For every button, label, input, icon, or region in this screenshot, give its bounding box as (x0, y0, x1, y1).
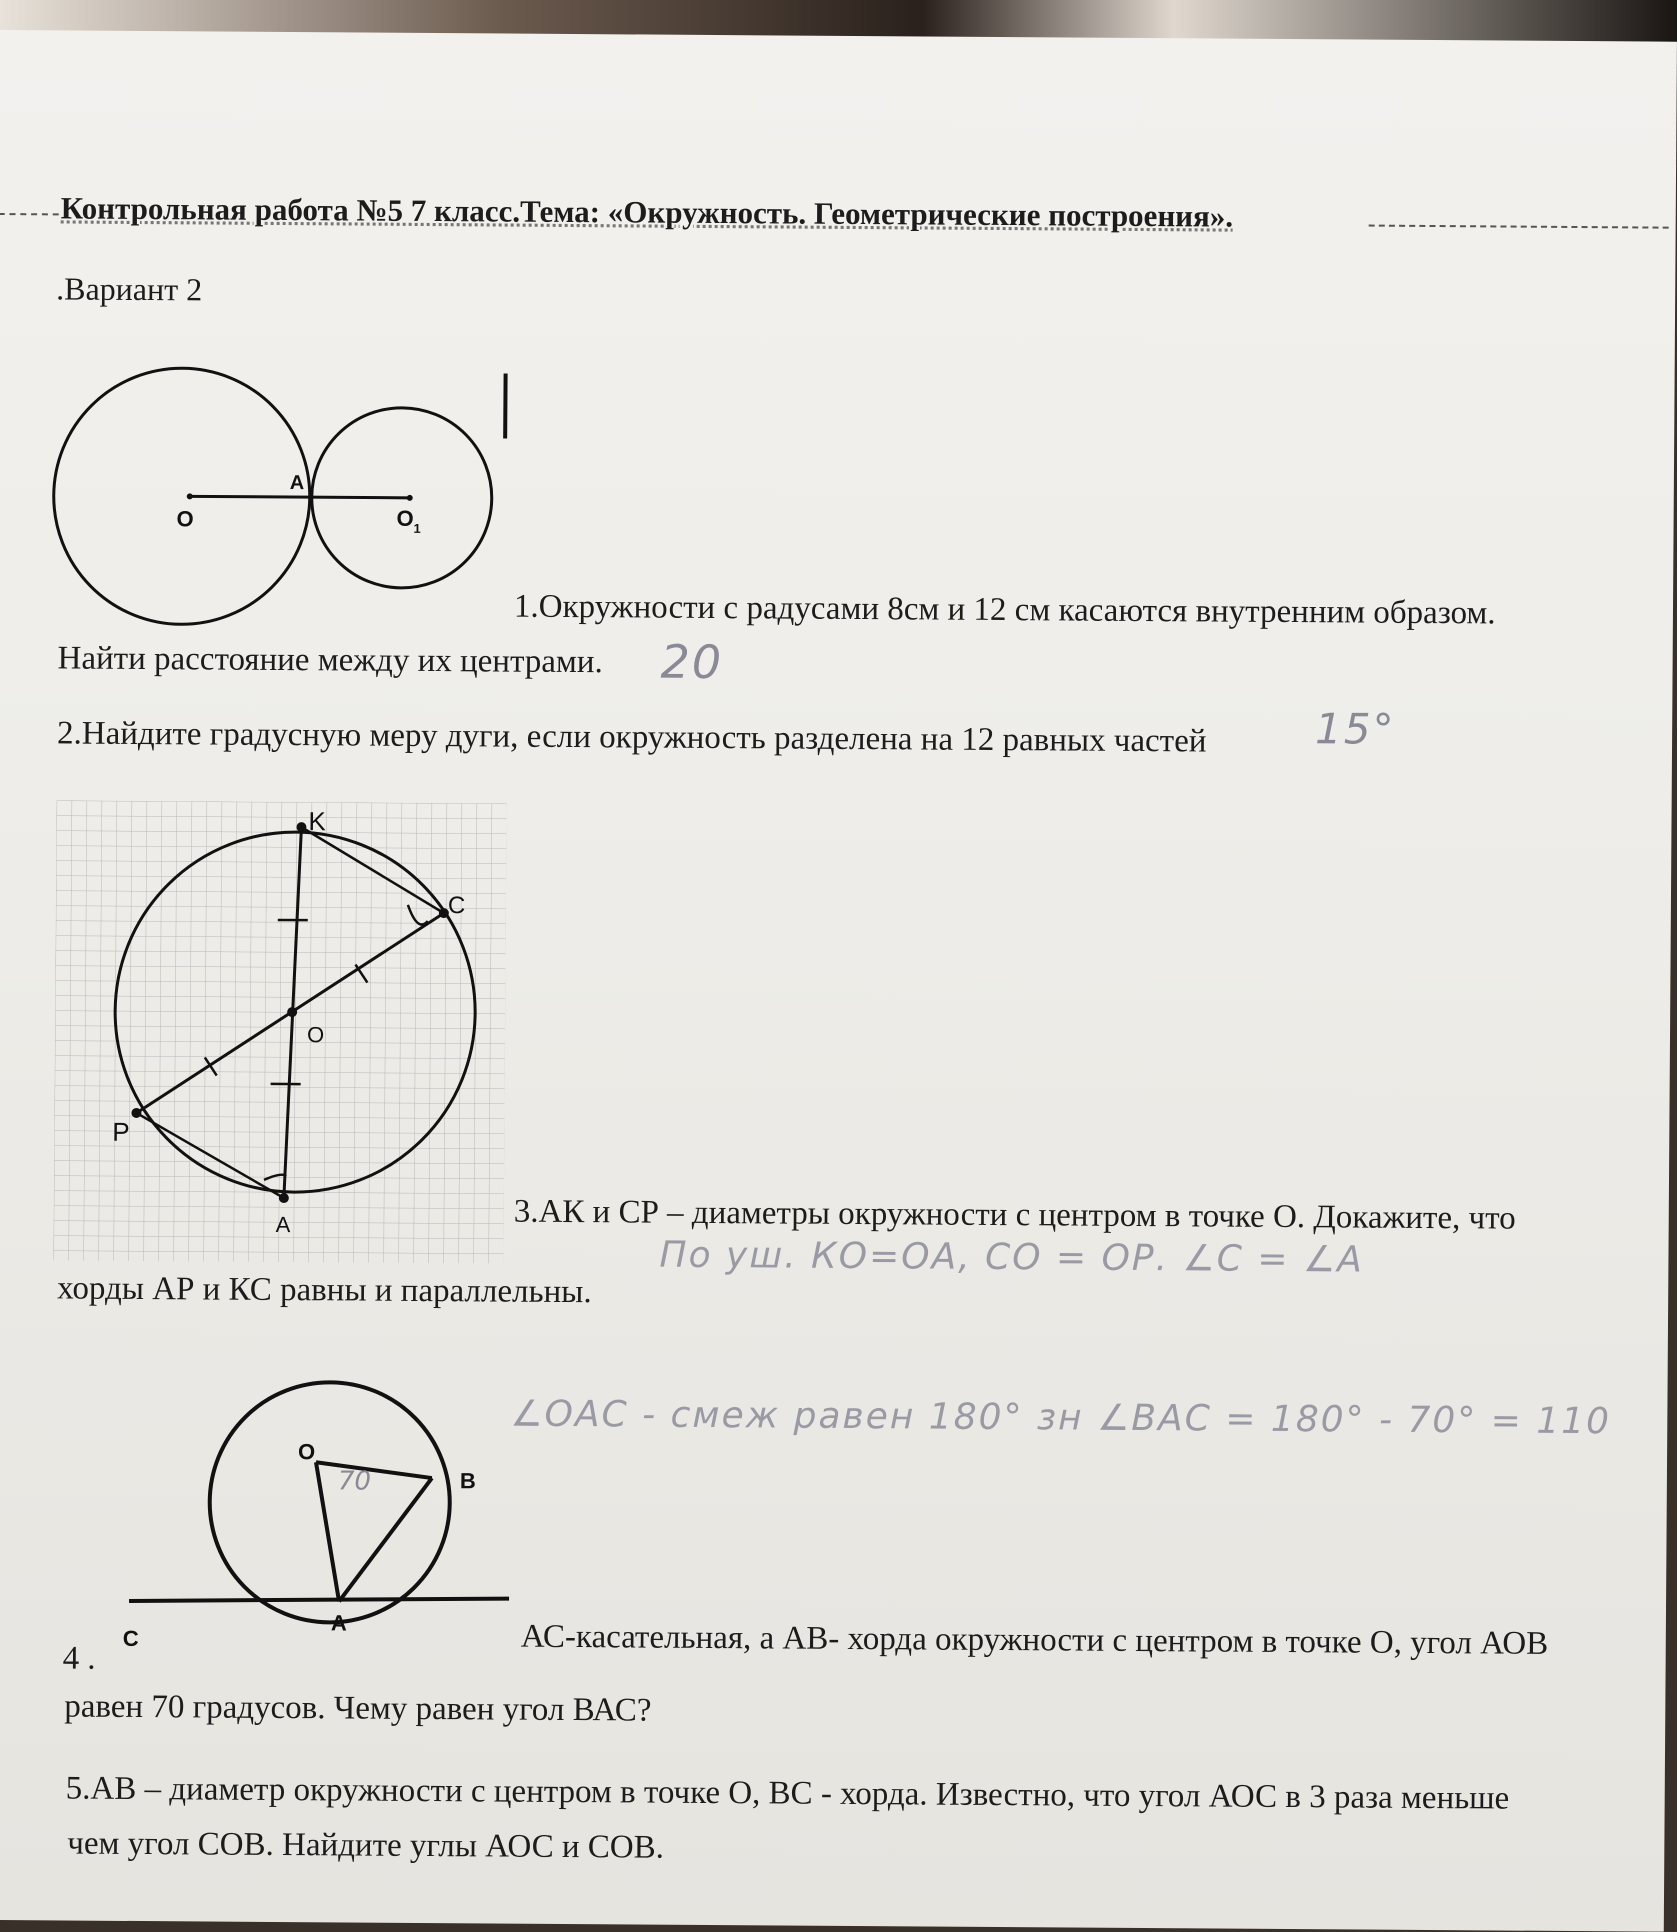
point-a (279, 1193, 289, 1203)
figure-diameters-on-grid (53, 800, 506, 1263)
label-p: P (112, 1117, 130, 1147)
label-k: K (308, 806, 326, 836)
label-a: A (331, 1610, 347, 1635)
header-dashed-line-left (0, 213, 59, 215)
label-o: O (307, 1022, 324, 1047)
task4-number: 4 . (63, 1640, 96, 1677)
task4-text-line2: равен 70 градусов. Чему равен угол ВАС? (64, 1688, 651, 1729)
radius-oa (315, 1462, 340, 1601)
task3-handwritten-answer: По уш. КО=ОА, СО = ОР. ∠С = ∠А (659, 1235, 1364, 1281)
angle-70-handwritten: 70 (338, 1466, 371, 1496)
radius-ob (316, 1462, 432, 1478)
figure-tangent-circles (51, 365, 523, 638)
label-c: C (123, 1626, 139, 1651)
task1-text-line2: Найти расстояние между их центрами. (57, 640, 602, 681)
page-title: Контрольная работа №5 7 класс.Тема: «Окружность. Геометрические построения». (61, 190, 1234, 234)
label-o: O (298, 1439, 315, 1464)
label-c: C (448, 892, 466, 919)
label-b: B (460, 1468, 476, 1493)
tangent-ac (129, 1596, 509, 1604)
label-o: O (177, 506, 194, 531)
point-p (131, 1108, 141, 1118)
label-o1-subscript: 1 (413, 521, 420, 536)
point-center-o (287, 1007, 297, 1017)
label-a: A (276, 1212, 291, 1237)
header-dashed-line-right (1369, 225, 1669, 229)
task5-text-line2: чем угол СОВ. Найдите углы АОС и СОВ. (67, 1826, 664, 1867)
point-k (296, 822, 306, 832)
task2-handwritten-answer: 15° (1315, 704, 1396, 754)
task3-text-line1: 3.АК и СР – диаметры окружности с центром в точке О. Докажите, что (514, 1194, 1516, 1238)
task4-text-line1: АС-касательная, а АВ- хорда окружности с центром в точке О, угол АОВ (521, 1619, 1549, 1663)
center-line (190, 496, 410, 498)
point-o (187, 493, 193, 499)
point-o1 (407, 495, 413, 501)
task2-text: 2.Найдите градусную меру дуги, если окружность разделена на 12 равных частей (57, 715, 1207, 760)
task1-handwritten-answer: 20 (660, 635, 723, 689)
worksheet-page (0, 30, 1677, 1932)
graph-paper-grid (53, 800, 506, 1263)
task1-text-line1: 1.Окружности с радусами 8см и 12 см касаются внутренним образом. (514, 589, 1496, 633)
task5-text-line1: 5.АВ – диаметр окружности с центром в точке О, ВС - хорда. Известно, что угол АОС в 3 раза меньше (66, 1771, 1510, 1818)
task4-handwritten-answer: ∠ОАС - смеж равен 180° зн ∠ВАС = 180° - 70° = 110 (510, 1394, 1611, 1443)
label-a: A (290, 472, 305, 494)
label-o1: O (397, 506, 414, 531)
figure-tangent-chord (119, 1376, 521, 1649)
variant-label: .Вариант 2 (56, 270, 202, 308)
task3-text-line2: хорды АР и КС равны и параллельны. (57, 1270, 592, 1311)
